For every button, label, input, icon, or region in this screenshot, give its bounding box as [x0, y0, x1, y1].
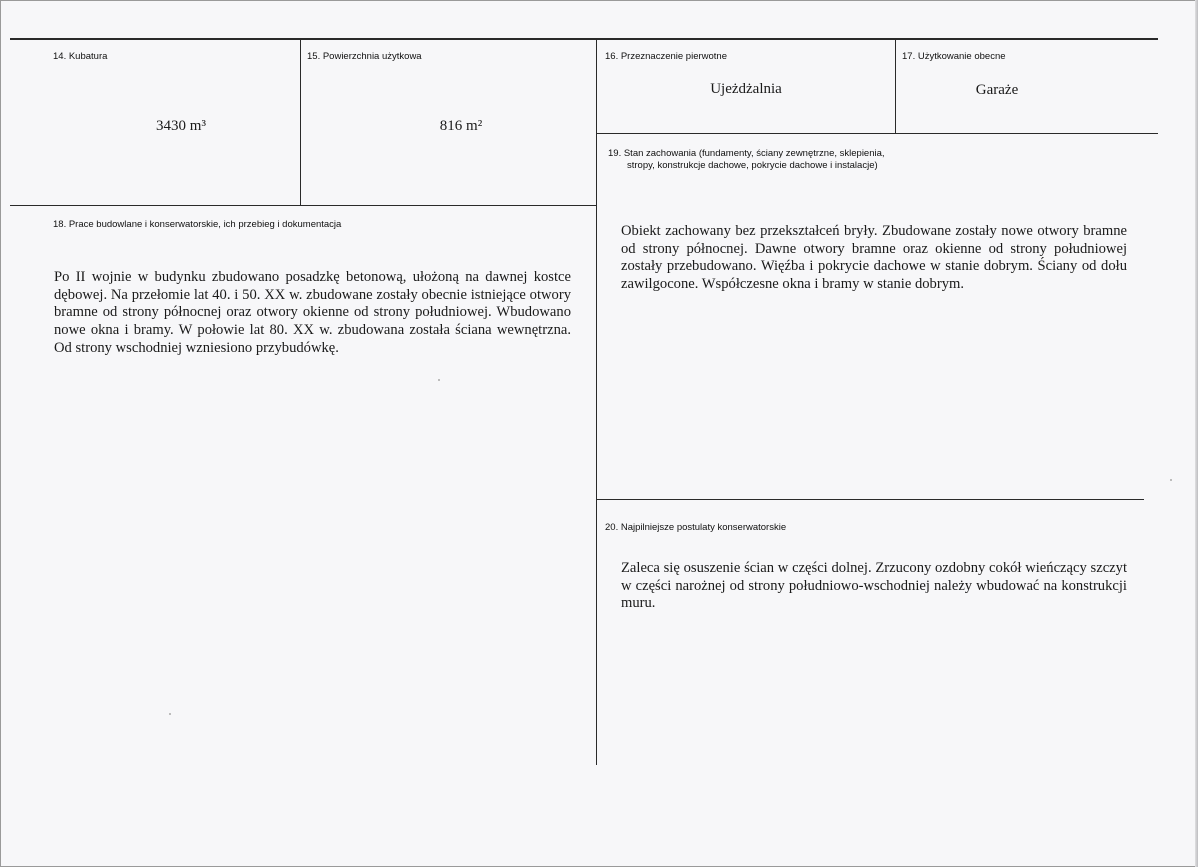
divider-15-16 — [596, 39, 597, 765]
rule-above-20 — [597, 499, 1144, 500]
stan-label-line2: stropy, konstrukcje dachowe, pokrycie dachowe i instalacje) — [627, 160, 878, 171]
powierzchnia-value: 816 m² — [439, 118, 483, 134]
kubatura-value: 3430 m³ — [156, 118, 206, 134]
prace-label: 18. Prace budowlane i konserwatorskie, ich przebieg i dokumentacja — [53, 219, 342, 230]
paper-speck — [1170, 479, 1172, 481]
prace-text: Po II wojnie w budynku zbudowano posadzkę betonową, ułożoną na dawnej kostce dębowej. Na przełomie lat 40. i 50. XX w. zbudowane zostały obecnie istniejące otwory bramne od strony północnej oraz otwory okienne od strony południowej. Wbudowano nowe okna i bramy. W połowie lat 80. XX w. zbudowana została ściana wewnętrzna. Od strony wschodniej wzniesiono przybudówkę. — [54, 269, 571, 356]
powierzchnia-label: 15. Powierzchnia użytkowa — [307, 51, 422, 62]
przeznaczenie-label: 16. Przeznaczenie pierwotne — [605, 51, 727, 62]
uzytkowanie-label: 17. Użytkowanie obecne — [902, 51, 1006, 62]
rule-below-14-15 — [10, 205, 597, 206]
uzytkowanie-value: Garaże — [975, 82, 1019, 98]
kubatura-label: 14. Kubatura — [53, 51, 108, 62]
stan-label-line1: 19. Stan zachowania (fundamenty, ściany zewnętrzne, sklepienia, — [608, 148, 885, 159]
przeznaczenie-value: Ujeżdżalnia — [710, 81, 782, 97]
rule-below-16-17 — [597, 133, 1158, 134]
postulaty-text: Zaleca się osuszenie ścian w części dolnej. Zrzucony ozdobny cokół wieńczący szczyt w części narożnej od strony południowo-wschodniej należy wbudować na konstrukcji muru. — [621, 560, 1127, 612]
stan-text: Obiekt zachowany bez przekształceń bryły. Zbudowane zostały nowe otwory bramne od strony północnej. Dawne otwory bramne oraz okienne od strony południowej zostały przebudowano. Więźba i pokrycie dachowe w stanie dobrym. Ściany od dołu zawilgocone. Współczesne okna i bramy w stanie dobrym. — [621, 223, 1127, 293]
postulaty-label: 20. Najpilniejsze postulaty konserwatorskie — [605, 522, 787, 533]
paper-speck — [169, 713, 171, 715]
paper-speck — [438, 379, 440, 381]
top-rule — [10, 38, 1158, 40]
